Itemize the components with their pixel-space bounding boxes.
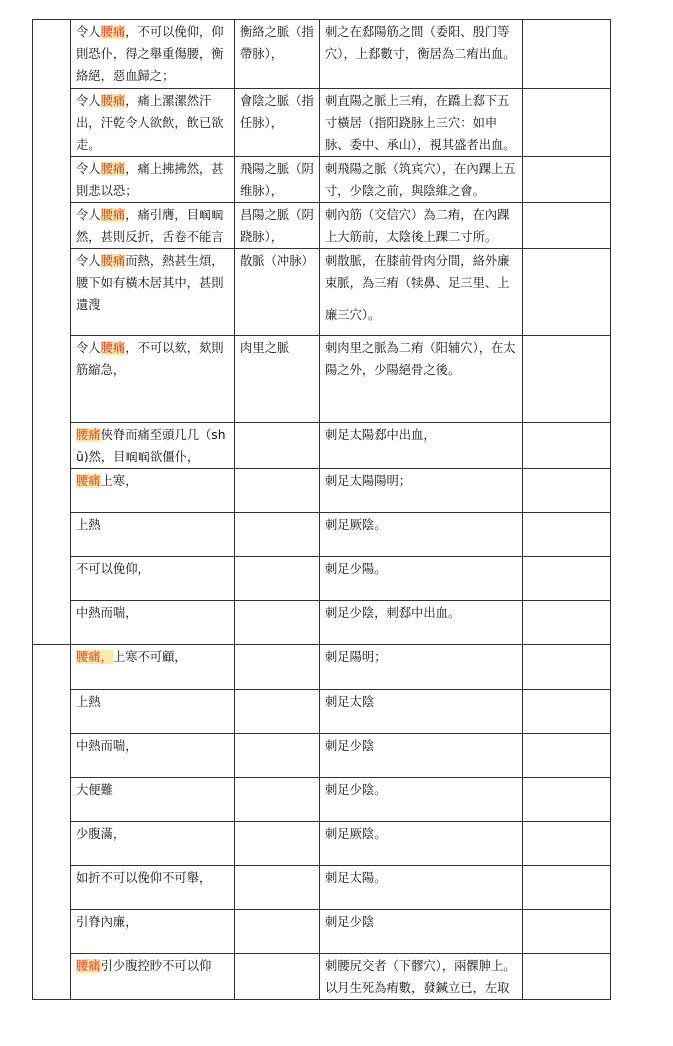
highlight-term: 腰痛 xyxy=(100,162,126,176)
note-cell xyxy=(523,910,611,954)
symptom-cell: 大便難 xyxy=(71,778,235,822)
highlight-term: 腰痛 xyxy=(100,25,126,39)
symptom-cell: 腰痛，上寒不可顧， xyxy=(71,645,235,690)
symptom-cell: 令人腰痛，不可以欬，欬則筋縮急， xyxy=(71,336,235,423)
meridian-cell xyxy=(235,645,320,690)
highlight-term: 腰痛 xyxy=(100,94,126,108)
symptom-cell: 令人腰痛，不可以俛仰，仰則恐仆，得之舉重傷腰，衡絡絕，惡血歸之； xyxy=(71,20,235,89)
table-row xyxy=(33,203,611,249)
table-row xyxy=(33,423,611,469)
note-cell xyxy=(523,866,611,910)
note-cell xyxy=(523,557,611,601)
treatment-cell: 刺足太陽。 xyxy=(320,866,523,910)
symptom-cell: 如折不可以俛仰不可舉， xyxy=(71,866,235,910)
meridian-cell xyxy=(235,822,320,866)
meridian-cell: 散脈（冲脉） xyxy=(235,249,320,336)
table-row xyxy=(33,469,611,513)
table-row xyxy=(33,866,611,910)
highlight-term: 腰痛 xyxy=(100,208,126,222)
symptom-cell: 令人腰痛，痛上漯漯然汗出，汗乾令人欲飲，飲已欲走。 xyxy=(71,89,235,157)
symptom-cell: 中熱而喘， xyxy=(71,734,235,778)
note-cell xyxy=(523,249,611,336)
meridian-cell xyxy=(235,910,320,954)
meridian-cell: 飛陽之脈（阴维脉）， xyxy=(235,157,320,203)
note-cell xyxy=(523,954,611,1000)
meridian-cell: 昌陽之脈（阴跷脉）， xyxy=(235,203,320,249)
treatment-cell: 刺足厥陰。 xyxy=(320,822,523,866)
meridian-cell xyxy=(235,734,320,778)
treatment-cell: 刺足少陰 xyxy=(320,734,523,778)
table-row xyxy=(33,336,611,423)
treatment-cell: 刺肉里之脈為二痏（阳辅穴），在太陽之外，少陽絕骨之後。 xyxy=(320,336,523,423)
table-row xyxy=(33,20,611,89)
note-cell xyxy=(523,203,611,249)
group-cell-1 xyxy=(33,20,71,645)
table-row xyxy=(33,601,611,645)
symptom-cell: 少腹滿， xyxy=(71,822,235,866)
highlight-term: 腰痛 xyxy=(100,254,126,268)
highlight-term: 腰痛 xyxy=(76,474,101,488)
table-row xyxy=(33,734,611,778)
meridian-cell xyxy=(235,690,320,734)
treatment-cell: 刺足太陽郄中出血， xyxy=(320,423,523,469)
meridian-cell: 會陰之脈（指任脉）， xyxy=(235,89,320,157)
meridian-cell: 衡絡之脈（指帶脉）， xyxy=(235,20,320,89)
meridian-cell xyxy=(235,423,320,469)
table-row xyxy=(33,645,611,690)
treatment-cell: 刺直陽之脈上三痏，在蹻上郄下五寸橫居（指阳跷脉上三穴：如申脉、委中、承山），視其盛者出血。 xyxy=(320,89,523,157)
treatment-cell: 刺足陽明； xyxy=(320,645,523,690)
treatment-cell: 刺足厥陰。 xyxy=(320,513,523,557)
table-row xyxy=(33,910,611,954)
meridian-cell xyxy=(235,469,320,513)
meridian-cell xyxy=(235,557,320,601)
meridian-cell xyxy=(235,778,320,822)
symptom-cell: 令人腰痛，痛引膺，目𥆧𥆧然，甚則反折，舌卷不能言 xyxy=(71,203,235,249)
meridian-cell xyxy=(235,954,320,1000)
table-row xyxy=(33,557,611,601)
table-row xyxy=(33,778,611,822)
treatment-cell: 刺散脈，在膝前骨肉分間，絡外廉束脈，為三痏（犊鼻、足三里、上 廉三穴）。 xyxy=(320,249,523,336)
note-cell xyxy=(523,336,611,423)
note-cell xyxy=(523,423,611,469)
note-cell xyxy=(523,89,611,157)
note-cell xyxy=(523,778,611,822)
note-cell xyxy=(523,601,611,645)
note-cell xyxy=(523,20,611,89)
table-row xyxy=(33,89,611,157)
highlight-term: 腰痛 xyxy=(76,428,101,442)
group-cell-2 xyxy=(33,645,71,1000)
treatment-cell: 刺足少陰。 xyxy=(320,778,523,822)
note-cell xyxy=(523,157,611,203)
symptom-cell: 上熱 xyxy=(71,690,235,734)
table-row xyxy=(33,822,611,866)
symptom-cell: 不可以俛仰， xyxy=(71,557,235,601)
acupuncture-table xyxy=(32,19,611,1000)
symptom-cell: 上熱 xyxy=(71,513,235,557)
meridian-cell: 肉里之脈 xyxy=(235,336,320,423)
treatment-cell: 刺足少陰 xyxy=(320,910,523,954)
meridian-cell xyxy=(235,601,320,645)
symptom-cell: 中熱而喘， xyxy=(71,601,235,645)
table-row xyxy=(33,249,611,336)
symptom-cell: 令人腰痛而熱，熱甚生煩，腰下如有橫木居其中，甚則遺溲 xyxy=(71,249,235,336)
treatment-cell: 刺飛陽之脈（筑宾穴），在內踝上五寸，少陰之前，與陰維之會。 xyxy=(320,157,523,203)
note-cell xyxy=(523,469,611,513)
meridian-cell xyxy=(235,866,320,910)
meridian-cell xyxy=(235,513,320,557)
note-cell xyxy=(523,822,611,866)
treatment-cell: 刺足太陰 xyxy=(320,690,523,734)
treatment-cell: 刺足少陽。 xyxy=(320,557,523,601)
note-cell xyxy=(523,513,611,557)
table-row xyxy=(33,513,611,557)
symptom-cell: 引脊內廉， xyxy=(71,910,235,954)
table-row xyxy=(33,690,611,734)
symptom-cell: 腰痛上寒， xyxy=(71,469,235,513)
highlight-term: 腰痛 xyxy=(100,341,126,355)
note-cell xyxy=(523,690,611,734)
symptom-cell: 腰痛引少腹控眇不可以仰 xyxy=(71,954,235,1000)
treatment-cell: 刺足太陽陽明； xyxy=(320,469,523,513)
treatment-cell: 刺之在郄陽筋之間（委阳、殷门等穴），上郄數寸，衡居為二痏出血。 xyxy=(320,20,523,89)
highlight-term: 腰痛， xyxy=(76,650,113,664)
symptom-cell: 令人腰痛，痛上拂拂然，甚則悲以恐； xyxy=(71,157,235,203)
treatment-cell: 刺足少陰，刺郄中出血。 xyxy=(320,601,523,645)
note-cell xyxy=(523,734,611,778)
treatment-cell: 刺內筋（交信穴）為二痏，在內踝上大筋前，太陰後上踝二寸所。 xyxy=(320,203,523,249)
highlight-term: 腰痛 xyxy=(76,959,101,973)
treatment-cell: 刺腰尻交者（下髎穴），兩髁胂上。以月生死為痏數，發鍼立已，左取 xyxy=(320,954,523,1000)
table-row xyxy=(33,157,611,203)
symptom-cell: 腰痛俠脊而痛至頭几几（shū)然，目𥆧𥆧欲僵仆， xyxy=(71,423,235,469)
table-row xyxy=(33,954,611,1000)
note-cell xyxy=(523,645,611,690)
